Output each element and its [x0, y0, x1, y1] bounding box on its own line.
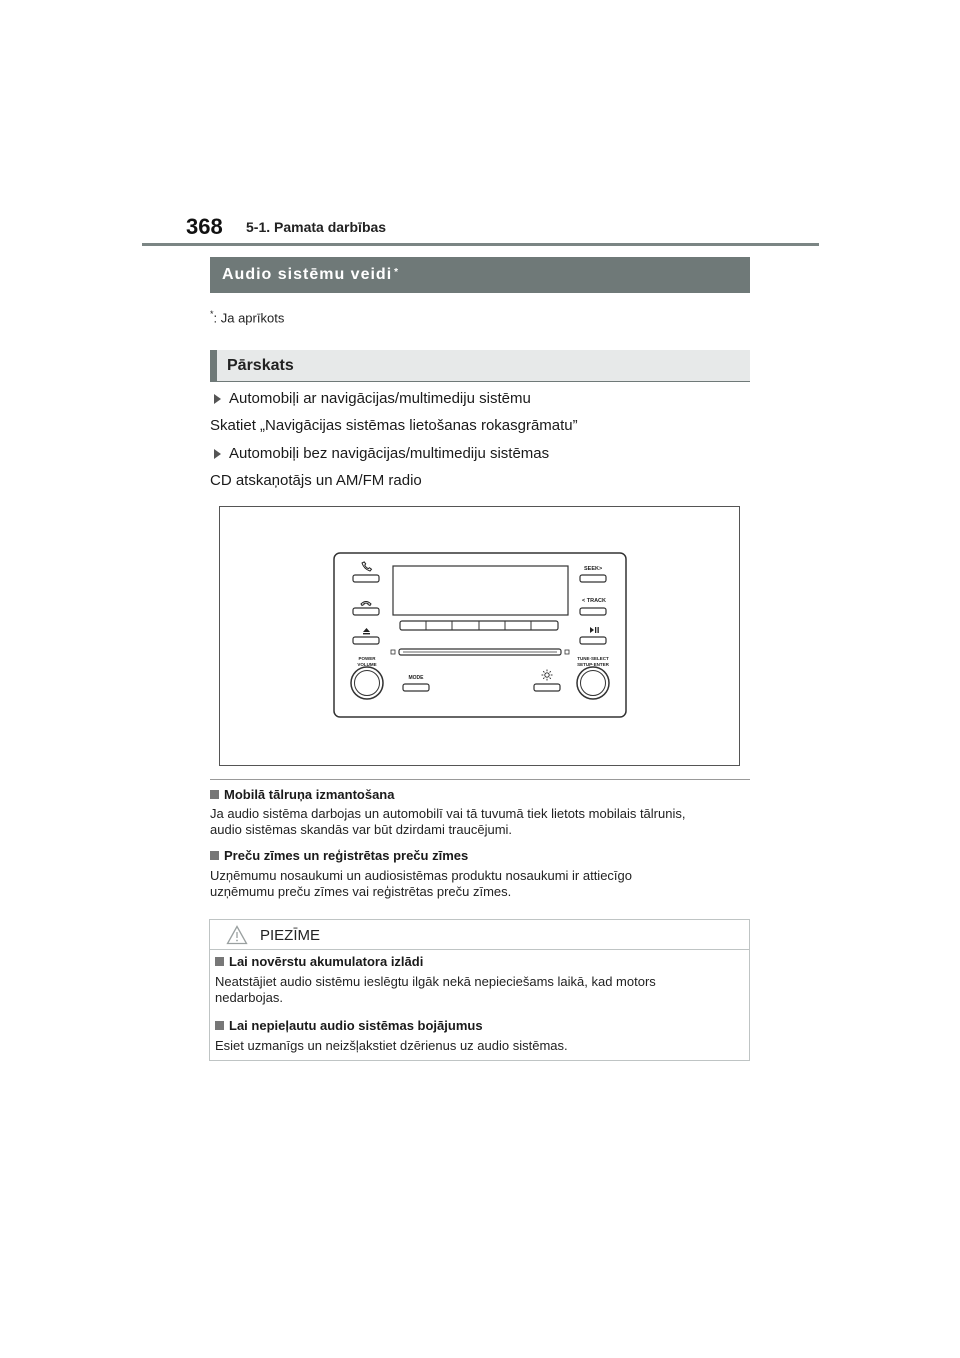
notice-text-battery-2: nedarbojas. [215, 990, 283, 1005]
square-bullet-icon [210, 790, 219, 799]
item-text-2: CD atskaņotājs un AM/FM radio [210, 472, 422, 489]
track-button [580, 608, 606, 615]
item-bullet-2 [214, 445, 549, 462]
power-label: POWER [358, 656, 376, 661]
footnote-mark: * [210, 309, 214, 319]
item-text-1: Skatiet „Navigācijas sistēmas lietošanas rokasgrāmatu” [210, 417, 578, 434]
warning-triangle-icon [226, 925, 248, 945]
brightness-button [534, 684, 560, 691]
notice-text-battery-1: Neatstājiet audio sistēmu ieslēgtu ilgāk nekā nepieciešams laikā, kad motors [215, 974, 656, 989]
item-bullet-text: Automobiļi bez navigācijas/multimediju sistēmas [229, 445, 550, 462]
notice-heading-damage [215, 1018, 483, 1033]
header-divider [142, 243, 819, 246]
audio-unit-figure [219, 506, 740, 766]
section-title-mark: * [394, 266, 400, 278]
info-heading-text: Preču zīmes un reģistrētas preču zīmes [224, 848, 469, 863]
notice-text-damage-1: Esiet uzmanīgs un neizšļakstiet dzērienus uz audio sistēmas. [215, 1038, 568, 1053]
seek-button [580, 575, 606, 582]
info-text-trademarks-2: uzņēmumu preču zīmes vai reģistrētas preču zīmes. [210, 884, 512, 899]
notice-header [210, 920, 749, 950]
square-bullet-icon [215, 1021, 224, 1030]
notice-title: PIEZĪME [260, 927, 321, 944]
triangle-bullet-icon [214, 394, 221, 404]
mode-button [403, 684, 429, 691]
item-bullet-text: Automobiļi ar navigācijas/multimediju sistēmu [229, 390, 531, 407]
phone-hangup-button [353, 608, 379, 615]
info-text-mobile-2: audio sistēmas skandās var būt dzirdami traucējumi. [210, 822, 513, 837]
notice-heading-text: Lai novērstu akumulatora izlādi [229, 954, 424, 969]
notice-box [209, 919, 750, 1061]
square-bullet-icon [210, 851, 219, 860]
audio-unit-illustration [220, 507, 739, 765]
notice-heading-battery [215, 954, 423, 969]
play-pause-button [580, 637, 606, 644]
section-title: Audio sistēmu veidi [222, 266, 393, 283]
page-number: 368 [186, 214, 223, 239]
item-bullet-1 [214, 390, 531, 407]
track-label: < TRACK [582, 598, 606, 604]
seek-label: SEEK> [584, 566, 603, 572]
volume-label: VOLUME [357, 662, 377, 667]
square-bullet-icon [215, 957, 224, 966]
display-screen [393, 566, 568, 615]
chapter-title: 5-1. Pamata darbības [246, 219, 387, 235]
section-title-bar [210, 257, 750, 293]
info-text-mobile-1: Ja audio sistēma darbojas un automobilī vai tā tuvumā tiek lietots mobilais tālrunis, [210, 806, 686, 821]
subsection-title-bar [210, 350, 750, 382]
footnote-text: : Ja aprīkots [213, 310, 285, 326]
info-heading-mobile [210, 787, 394, 802]
setup-enter-label: SETUP·ENTER [577, 662, 609, 667]
info-heading-trademarks [210, 848, 468, 863]
phone-pickup-button [353, 575, 379, 582]
info-text-trademarks-1: Uzņēmumu nosaukumi un audiosistēmas produktu nosaukumi ir attiecīgo [210, 868, 632, 883]
figure-divider [210, 779, 750, 780]
info-heading-text: Mobilā tālruņa izmantošana [224, 787, 395, 802]
eject-button [353, 637, 379, 644]
tune-select-label: TUNE·SELECT [577, 656, 609, 661]
footnote [210, 309, 284, 325]
notice-heading-text: Lai nepieļautu audio sistēmas bojājumus [229, 1018, 483, 1033]
triangle-bullet-icon [214, 449, 221, 459]
subsection-title: Pārskats [227, 356, 294, 374]
mode-label: MODE [408, 675, 424, 681]
